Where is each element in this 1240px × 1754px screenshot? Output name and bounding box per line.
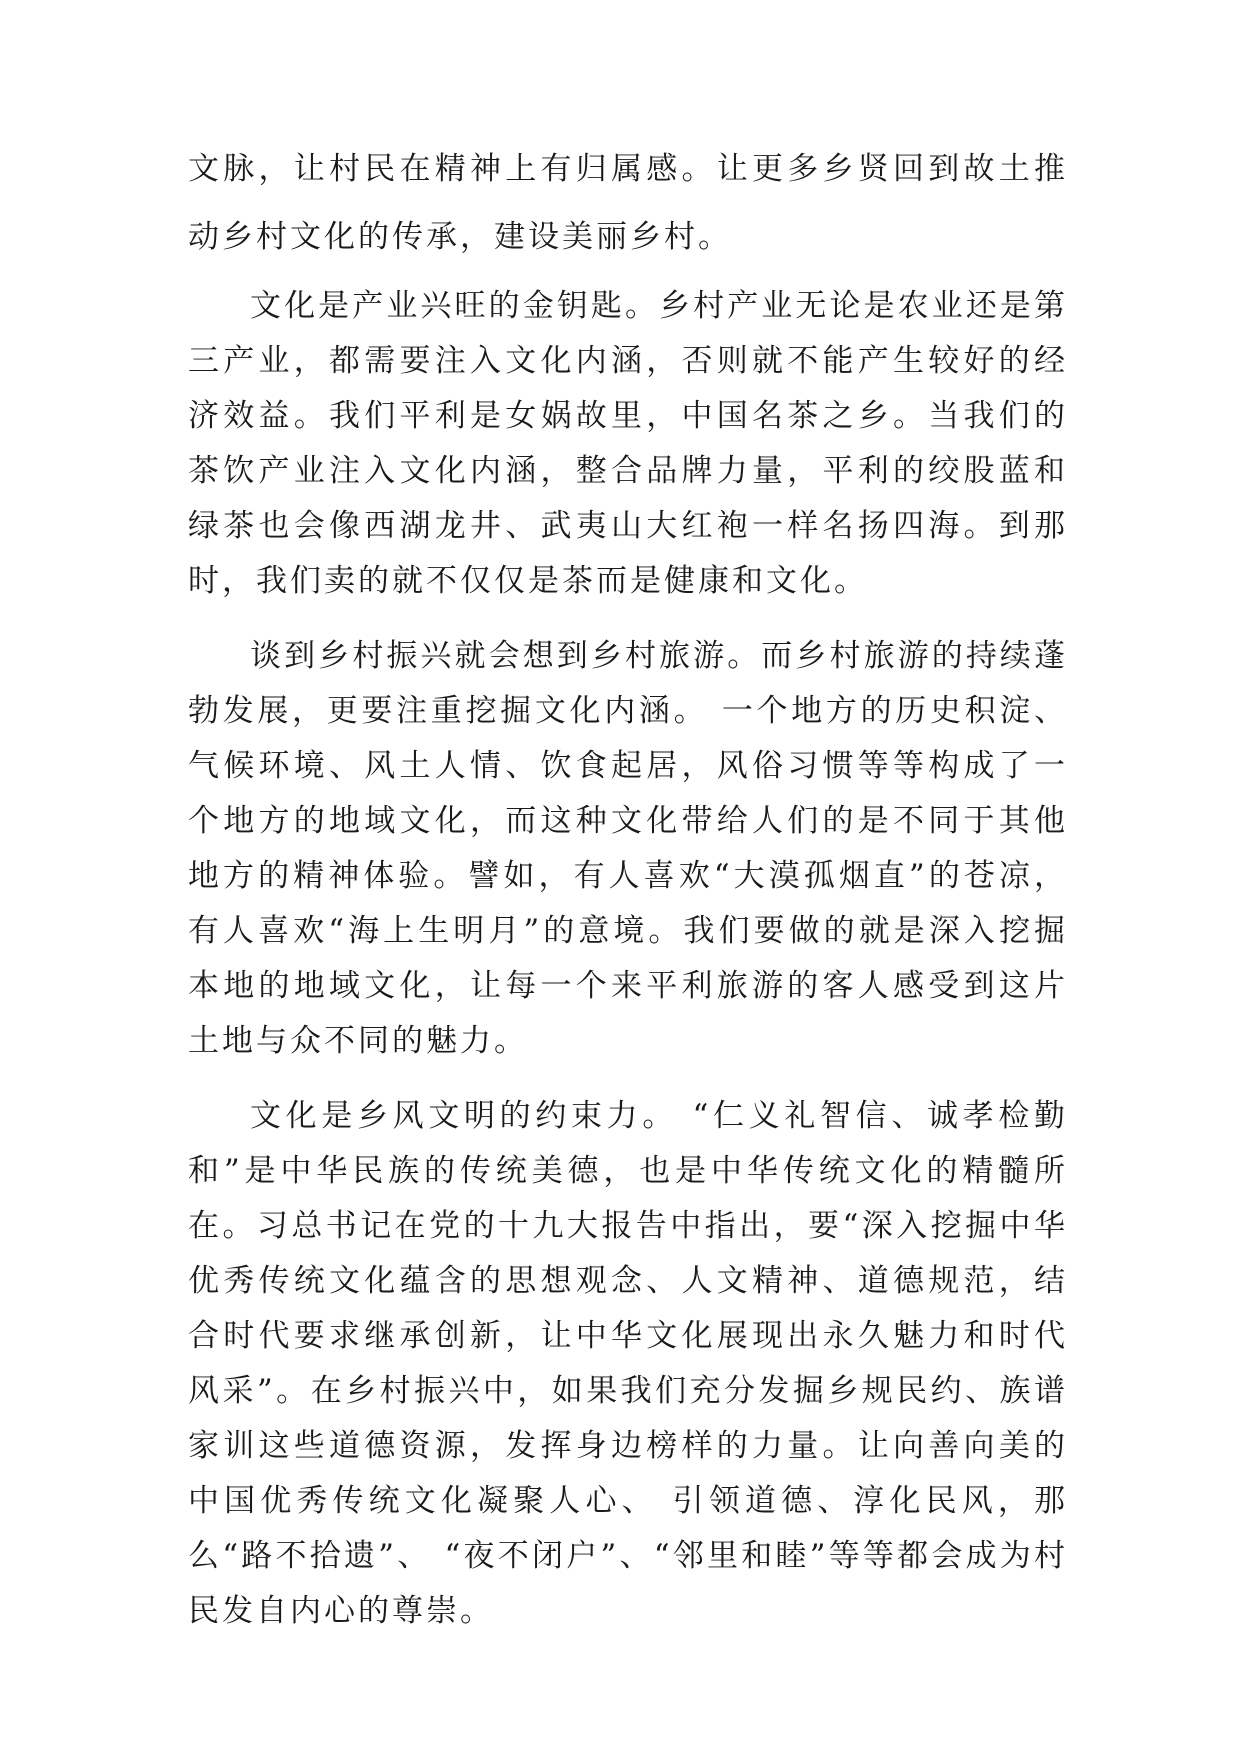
paragraph-industry: 文化是产业兴旺的金钥匙。乡村产业无论是农业还是第三产业，都需要注入文化内涵，否则就不能产生较好的经济效益。我们平利是女娲故里，中国名茶之乡。当我们的茶饮产业注入文化内涵，整合品牌力量，平利的绞股蓝和绿茶也会像西湖龙井、武夷山大红袍一样名扬四海。到那时，我们卖的就不仅仅是茶而是健康和文化。: [188, 288, 1068, 599]
paragraph-tourism: 谈到乡村振兴就会想到乡村旅游。而乡村旅游的持续蓬勃发展，更要注重挖掘文化内涵。 一个地方的历史积淀、气候环境、风土人情、饮食起居，风俗习惯等等构成了一个地方的地域文化，而这种文化带给人们的是不同于其他地方的精神体验。譬如，有人喜欢“大漠孤烟直”的苍凉，有人喜欢“海上生明月”的意境。我们要做的就是深入挖掘本地的地域文化，让每一个来平利旅游的客人感受到这片土地与众不同的魅力。: [188, 638, 1068, 1059]
document-body: [188, 135, 1068, 1639]
paragraph-civility: 文化是乡风文明的约束力。 “仁义礼智信、诚孝检勤和”是中华民族的传统美德，也是中华传统文化的精髓所在。习总书记在党的十九大报告中指出，要“深入挖掘中华优秀传统文化蕴含的思想观念、人文精神、道德规范，结合时代要求继承创新，让中华文化展现出永久魅力和时代风采”。在乡村振兴中，如果我们充分发掘乡规民约、族谱家训这些道德资源，发挥身边榜样的力量。让向善向美的中国优秀传统文化凝聚人心、 引领道德、淳化民风，那么“路不拾遗”、 “夜不闭户”、“邻里和睦”等等都会成为村民发自内心的尊崇。: [188, 1098, 1068, 1629]
paragraph-continuation: 文脉，让村民在精神上有归属感。让更多乡贤回到故土推动乡村文化的传承，建设美丽乡村。: [188, 151, 1068, 255]
